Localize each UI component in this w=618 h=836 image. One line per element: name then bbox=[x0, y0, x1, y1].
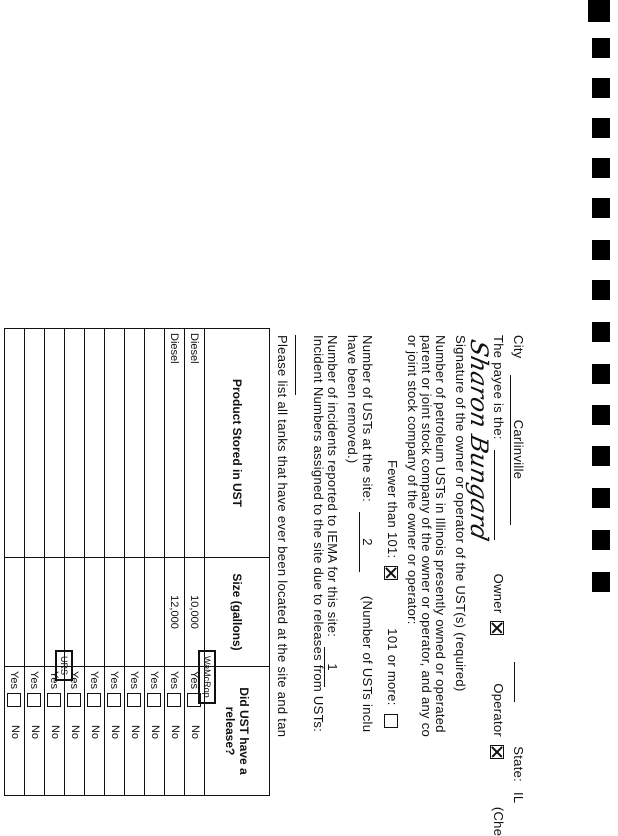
release-cell bbox=[25, 667, 45, 796]
incidents-line bbox=[324, 335, 340, 687]
release-no-label: No bbox=[128, 724, 141, 740]
release-yes-label: Yes bbox=[48, 671, 61, 689]
size-cell bbox=[145, 558, 165, 667]
release-yes-label: Yes bbox=[128, 671, 141, 689]
col-header-product: Product Stored in UST bbox=[205, 329, 270, 558]
usts-at-site-label: Number of USTs at the site: bbox=[360, 335, 375, 503]
usts-at-site-value: 2 bbox=[359, 512, 375, 572]
ust-count-choice bbox=[384, 460, 400, 732]
owner-checkbox[interactable] bbox=[490, 621, 504, 635]
product-cell bbox=[45, 329, 65, 558]
release-yes-checkbox[interactable] bbox=[128, 693, 142, 707]
release-cell bbox=[5, 667, 25, 796]
more-than-checkbox[interactable] bbox=[384, 714, 398, 728]
product-cell bbox=[25, 329, 45, 558]
city-line bbox=[510, 335, 526, 803]
release-no-label: No bbox=[188, 724, 201, 740]
incident-numbers-label: Incident Numbers assigned to the site due to releases from USTs: bbox=[311, 335, 326, 733]
company-stamp-1: WaMcRop bbox=[198, 650, 216, 704]
size-cell bbox=[105, 558, 125, 667]
release-cell bbox=[85, 667, 105, 796]
col-header-size: Size (gallons) bbox=[205, 558, 270, 667]
more-than-label: 101 or more: bbox=[385, 628, 400, 706]
tank-table bbox=[4, 328, 270, 796]
release-yes-label: Yes bbox=[8, 671, 21, 689]
incidents-value: 1 bbox=[324, 647, 340, 687]
table-row bbox=[125, 329, 145, 796]
release-no-label: No bbox=[148, 724, 161, 740]
fewer-than-label: Fewer than 101: bbox=[385, 460, 400, 559]
release-yes-checkbox[interactable] bbox=[48, 693, 62, 707]
size-cell bbox=[85, 558, 105, 667]
table-header-row bbox=[205, 329, 270, 796]
incidents-label: Number of incidents reported to IEMA for this site: bbox=[325, 335, 340, 638]
release-yes-label: Yes bbox=[68, 671, 81, 689]
owner-signature: Sharon Bungard bbox=[465, 337, 493, 544]
product-cell: Diesel bbox=[165, 329, 185, 558]
release-yes-label: Yes bbox=[88, 671, 101, 689]
col-header-release: Did UST have a release? bbox=[205, 667, 270, 796]
product-cell bbox=[65, 329, 85, 558]
product-cell bbox=[5, 329, 25, 558]
release-yes-label: Yes bbox=[188, 671, 201, 689]
release-no-label: No bbox=[88, 724, 101, 740]
release-yes-label: Yes bbox=[168, 671, 181, 689]
release-yes-checkbox[interactable] bbox=[108, 693, 122, 707]
size-cell: 12,000 bbox=[165, 558, 185, 667]
usts-at-site-line bbox=[359, 335, 375, 732]
usts-note: (Number of USTs inclu bbox=[360, 595, 375, 733]
owner-label: Owner bbox=[491, 573, 506, 614]
release-yes-checkbox[interactable] bbox=[168, 693, 182, 707]
operator-label: Operator bbox=[491, 683, 506, 738]
table-row bbox=[185, 329, 205, 796]
table-row bbox=[45, 329, 65, 796]
payee-label: The payee is the: bbox=[491, 335, 506, 440]
company-stamp-2: URS bbox=[55, 650, 73, 681]
payee-trailing: (Che bbox=[491, 806, 506, 836]
table-row bbox=[25, 329, 45, 796]
release-cell bbox=[45, 667, 65, 796]
size-cell bbox=[5, 558, 25, 667]
release-cell bbox=[145, 667, 165, 796]
petroleum-line-2: parent or joint stock company of the owner or operator, and any co bbox=[419, 335, 434, 738]
release-no-label: No bbox=[168, 724, 181, 740]
release-cell bbox=[105, 667, 125, 796]
size-cell bbox=[25, 558, 45, 667]
removed-note: have been removed.) bbox=[345, 335, 360, 464]
release-yes-label: Yes bbox=[108, 671, 121, 689]
table-row bbox=[145, 329, 165, 796]
release-yes-checkbox[interactable] bbox=[8, 693, 22, 707]
product-cell bbox=[85, 329, 105, 558]
operator-checkbox[interactable] bbox=[490, 745, 504, 759]
product-cell bbox=[125, 329, 145, 558]
release-cell bbox=[165, 667, 185, 796]
list-instructions: Please list all tanks that have ever been located at the site and tan bbox=[275, 335, 290, 738]
release-no-label: No bbox=[28, 724, 41, 740]
release-yes-label: Yes bbox=[148, 671, 161, 689]
table-row bbox=[65, 329, 85, 796]
incident-numbers-blank bbox=[295, 335, 311, 395]
product-cell: Diesel bbox=[185, 329, 205, 558]
release-no-label: No bbox=[8, 724, 21, 740]
petroleum-line-1: Number of petroleum USTs in Illinois presently owned or operated bbox=[433, 335, 448, 733]
size-cell: 10,000 bbox=[185, 558, 205, 667]
release-yes-label: Yes bbox=[28, 671, 41, 689]
petroleum-line-3: or joint stock company of the owner or operator: bbox=[405, 335, 420, 625]
fewer-than-checkbox[interactable] bbox=[384, 566, 398, 580]
release-yes-checkbox[interactable] bbox=[28, 693, 42, 707]
city-label: City bbox=[511, 335, 526, 359]
release-no-label: No bbox=[68, 724, 81, 740]
release-no-label: No bbox=[108, 724, 121, 740]
city-value: Carlinville bbox=[510, 375, 526, 525]
state-value: IL bbox=[511, 791, 526, 804]
tank-table-body bbox=[5, 329, 205, 796]
release-yes-checkbox[interactable] bbox=[148, 693, 162, 707]
release-yes-checkbox[interactable] bbox=[88, 693, 102, 707]
release-no-label: No bbox=[48, 724, 61, 740]
table-row bbox=[105, 329, 125, 796]
table-row bbox=[165, 329, 185, 796]
table-row bbox=[5, 329, 25, 796]
size-cell bbox=[125, 558, 145, 667]
release-yes-checkbox[interactable] bbox=[68, 693, 82, 707]
table-row bbox=[85, 329, 105, 796]
product-cell bbox=[105, 329, 125, 558]
product-cell bbox=[145, 329, 165, 558]
release-cell bbox=[125, 667, 145, 796]
release-cell bbox=[65, 667, 85, 796]
signature-label: Signature of the owner or operator of the UST(s) (required) bbox=[453, 335, 468, 692]
state-label: State: bbox=[511, 746, 526, 783]
